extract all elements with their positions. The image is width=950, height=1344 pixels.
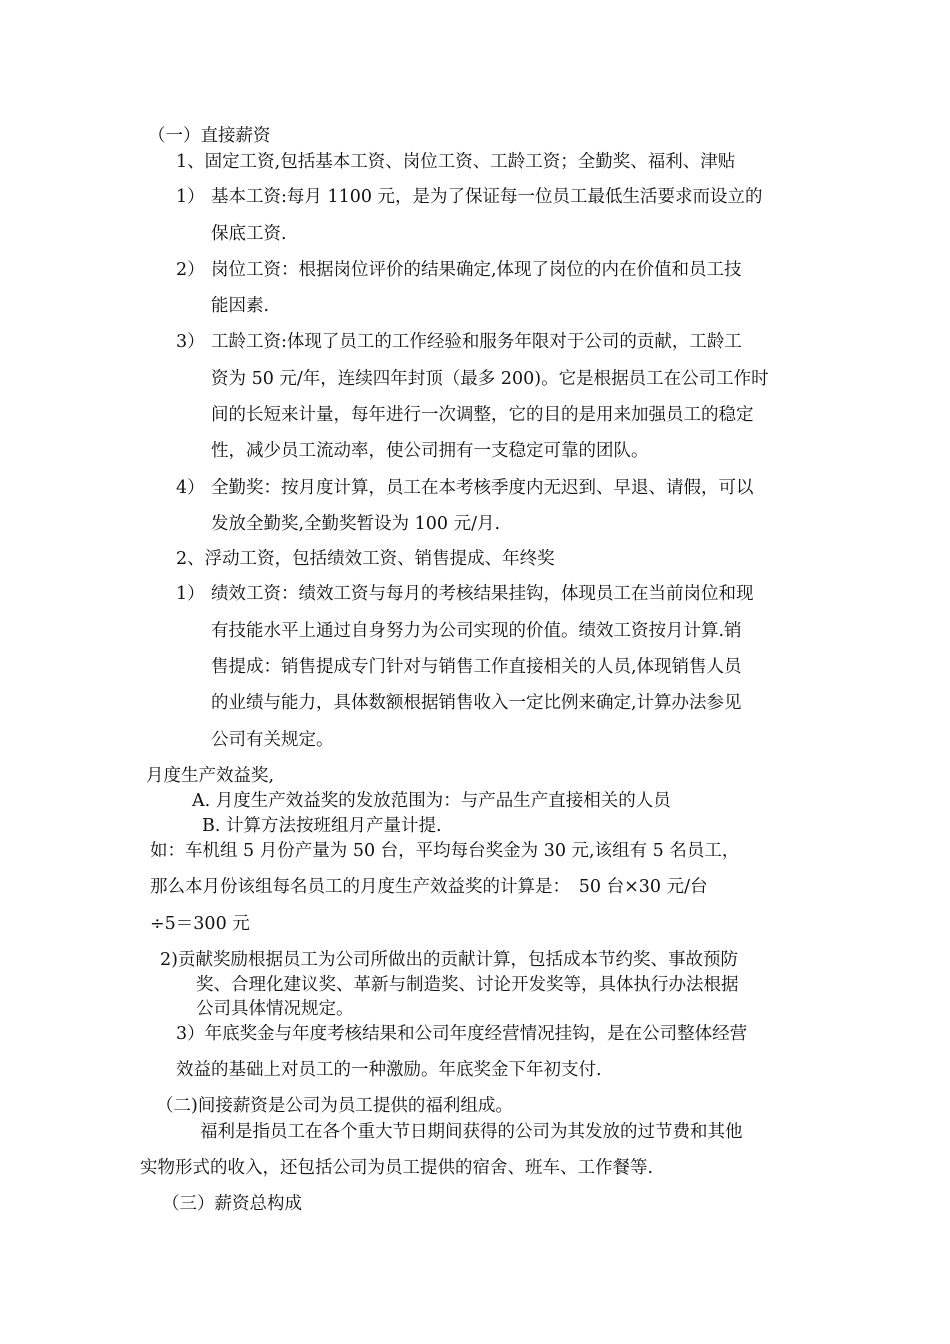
monthly-bonus-title: 月度生产效益奖, [146, 766, 275, 786]
indirect-line: 福利是指员工在各个重大节日期间获得的公司为其发放的过节费和其他 [200, 1122, 743, 1142]
item-text-line: 发放全勤奖,全勤奖暂设为 100 元/月. [211, 514, 501, 534]
item-text-line: 岗位工资：根据岗位评价的结果确定,体现了岗位的内在价值和员工技 [211, 260, 742, 280]
fixed-salary-title: 1、固定工资,包括基本工资、岗位工资、工龄工资；全勤奖、福利、津贴 [176, 152, 736, 172]
item-text-line: 公司有关规定。 [211, 730, 334, 750]
item-text-line: 绩效工资：绩效工资与每月的考核结果挂钩，体现员工在当前岗位和现 [211, 584, 754, 604]
item-text-line: 有技能水平上通过自身努力为公司实现的价值。绩效工资按月计算.销 [211, 621, 742, 641]
monthly-bonus-scope: A. 月度生产效益奖的发放范围为：与产品生产直接相关的人员 [192, 791, 671, 811]
item-text-line: 售提成：销售提成专门针对与销售工作直接相关的人员,体现销售人员 [211, 657, 742, 677]
item-text-line: 全勤奖：按月度计算，员工在本考核季度内无迟到、早退、请假，可以 [211, 478, 754, 498]
contribution-line: 2)贡献奖励根据员工为公司所做出的贡献计算，包括成本节约奖、事故预防 [160, 950, 738, 970]
monthly-bonus-example-line: 如：车机组 5 月份产量为 50 台，平均每台奖金为 30 元,该组有 5 名员工， [150, 841, 740, 861]
contribution-line: 奖、合理化建议奖、革新与制造奖、讨论开发奖等，具体执行办法根据 [196, 975, 739, 995]
float-salary-title: 2、浮动工资，包括绩效工资、销售提成、年终奖 [176, 549, 555, 569]
item-number: 2） [176, 260, 205, 280]
item-text-line: 能因素. [211, 296, 270, 316]
monthly-bonus-example-line: ÷5＝300 元 [150, 914, 250, 934]
item-number: 1） [176, 584, 205, 604]
item-text-line: 的业绩与能力，具体数额根据销售收入一定比例来确定,计算办法参见 [211, 693, 742, 713]
item-text-line: 保底工资. [211, 224, 287, 244]
yearend-line: 效益的基础上对员工的一种激励。年底奖金下年初支付. [176, 1060, 602, 1080]
monthly-bonus-example-line: 那么本月份该组每名员工的月度生产效益奖的计算是： 50 台×30 元/台 [150, 877, 708, 897]
section-heading-total: （三）薪资总构成 [162, 1194, 302, 1214]
monthly-bonus-method: B. 计算方法按班组月产量计提. [202, 816, 442, 836]
item-number: 4） [176, 478, 205, 498]
section-heading-indirect: （二)间接薪资是公司为员工提供的福利组成。 [156, 1096, 513, 1116]
section-heading-direct: （一）直接薪资 [148, 126, 271, 146]
item-text-line: 基本工资:每月 1100 元，是为了保证每一位员工最低生活要求而设立的 [211, 187, 763, 207]
item-number: 1） [176, 187, 205, 207]
indirect-line: 实物形式的收入，还包括公司为员工提供的宿舍、班车、工作餐等. [140, 1158, 654, 1178]
item-text-line: 资为 50 元/年，连续四年封顶（最多 200)。它是根据员工在公司工作时 [211, 369, 769, 389]
item-text-line: 性，减少员工流动率，使公司拥有一支稳定可靠的团队。 [211, 441, 649, 461]
contribution-line: 公司具体情况规定。 [196, 999, 354, 1019]
item-number: 3） [176, 332, 205, 352]
yearend-line: 3）年底奖金与年度考核结果和公司年度经营情况挂钩，是在公司整体经营 [176, 1024, 748, 1044]
item-text-line: 间的长短来计量，每年进行一次调整，它的目的是用来加强员工的稳定 [211, 405, 754, 425]
item-text-line: 工龄工资:体现了员工的工作经验和服务年限对于公司的贡献，工龄工 [211, 332, 742, 352]
